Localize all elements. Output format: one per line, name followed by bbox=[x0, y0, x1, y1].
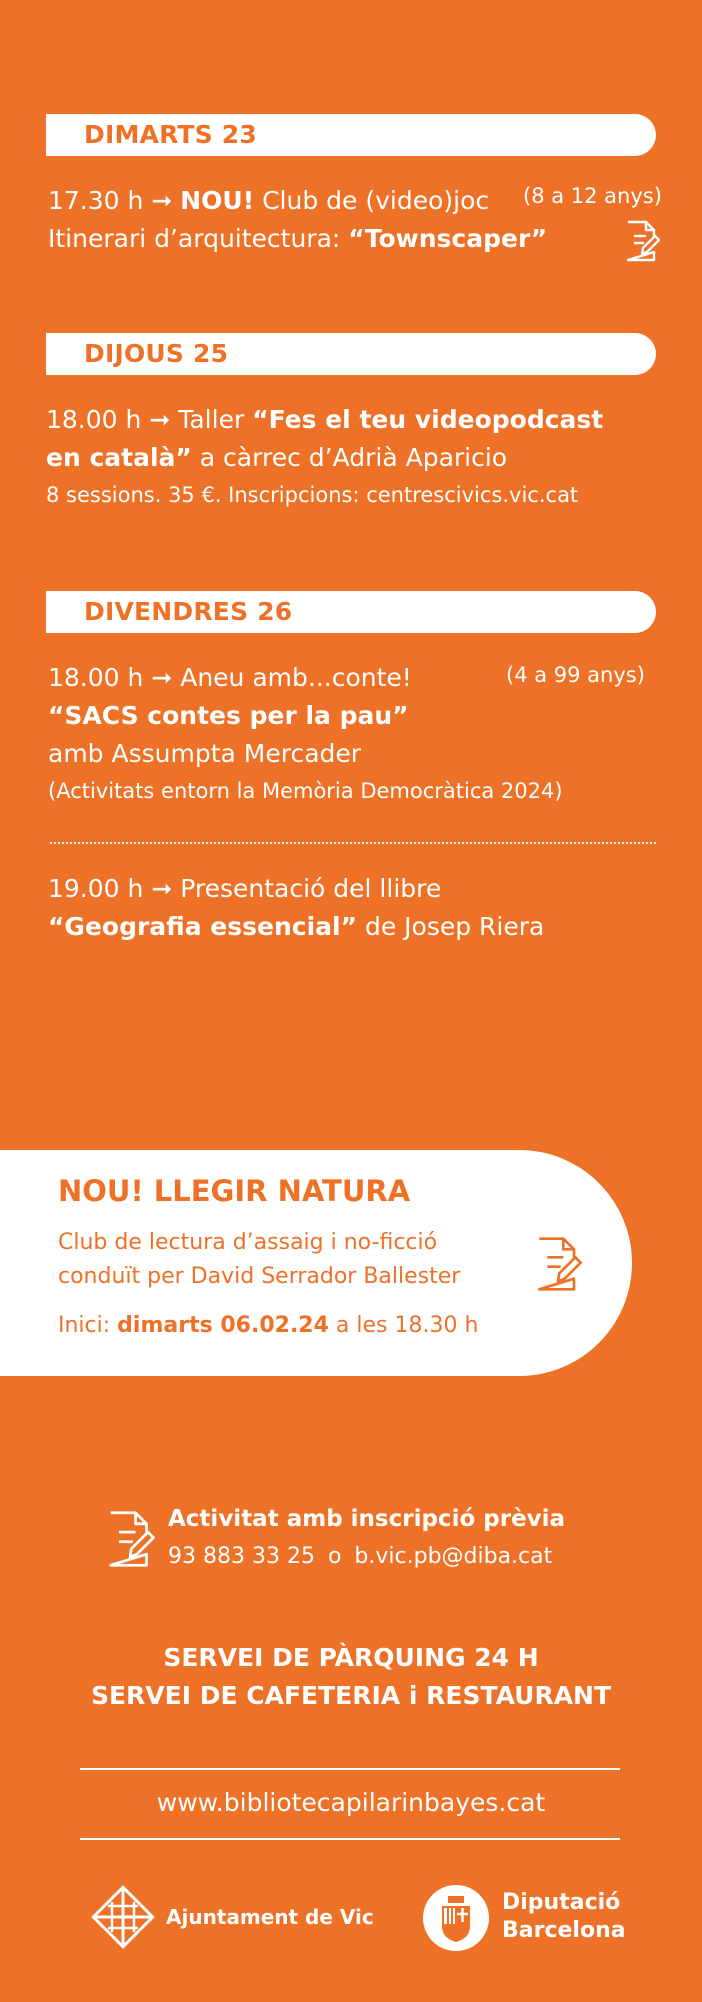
event-title: Aneu amb...conte! bbox=[180, 663, 412, 692]
event-title: Presentació del llibre bbox=[180, 874, 442, 903]
event-note: (Activitats entorn la Memòria Democràtica 2024) bbox=[48, 779, 563, 803]
event-subtitle-bold: “Townscaper” bbox=[348, 224, 548, 253]
arrow-icon: ➞ bbox=[151, 874, 173, 903]
reading-club-title: NOU! LLEGIR NATURA bbox=[58, 1174, 411, 1208]
event-line bbox=[46, 405, 603, 434]
event-line bbox=[48, 186, 489, 215]
age-range: (4 a 99 anys) bbox=[506, 663, 645, 687]
day-header-divendres bbox=[46, 591, 656, 633]
event-subtitle: Itinerari d’arquitectura: bbox=[48, 224, 349, 253]
arrow-icon: ➞ bbox=[151, 186, 173, 215]
registration-contact bbox=[168, 1544, 552, 1569]
event-title: Club de (video)joc bbox=[262, 186, 490, 215]
event-title-bold: en català” bbox=[46, 443, 192, 472]
ajuntament-logo-icon bbox=[90, 1884, 156, 1950]
phone-number[interactable]: 93 883 33 25 bbox=[168, 1544, 315, 1569]
event-line bbox=[46, 443, 507, 472]
event-time: 17.30 h bbox=[48, 186, 144, 215]
day-header-dimarts bbox=[46, 114, 656, 156]
event-time: 19.00 h bbox=[48, 874, 144, 903]
divider bbox=[80, 1768, 620, 1770]
email-address[interactable]: b.vic.pb@diba.cat bbox=[354, 1544, 553, 1569]
arrow-icon: ➞ bbox=[151, 663, 173, 692]
event-host: amb Assumpta Mercader bbox=[48, 739, 362, 768]
event-line bbox=[48, 701, 409, 730]
start-time: a les 18.30 h bbox=[328, 1313, 479, 1338]
event-line bbox=[48, 224, 547, 253]
event-title-bold: “Fes el teu videopodcast bbox=[252, 405, 604, 434]
diputacio-name: Barcelona bbox=[502, 1918, 626, 1943]
start-label: Inici: bbox=[58, 1313, 118, 1338]
ajuntament-name: Ajuntament de Vic bbox=[166, 1905, 374, 1929]
event-title-bold: “SACS contes per la pau” bbox=[48, 701, 409, 730]
website-link[interactable]: www.bibliotecapilarinbayes.cat bbox=[156, 1788, 546, 1817]
event-line bbox=[48, 663, 412, 692]
reading-club-start bbox=[58, 1313, 478, 1338]
day-title: DIMARTS 23 bbox=[84, 120, 257, 149]
event-details: 8 sessions. 35 €. Inscripcions: centrescivics.vic.cat bbox=[46, 483, 579, 507]
event-time: 18.00 h bbox=[48, 663, 144, 692]
dotted-divider bbox=[50, 842, 656, 844]
event-title-bold: “Geografia essencial” bbox=[48, 912, 358, 941]
divider bbox=[80, 1838, 620, 1840]
contact-separator: o bbox=[327, 1544, 342, 1569]
reading-club-description: Club de lectura d’assaig i no-ficció bbox=[58, 1230, 438, 1255]
reading-club-host: conduït per David Serrador Ballester bbox=[58, 1264, 461, 1289]
event-line bbox=[48, 874, 441, 903]
age-range: (8 a 12 anys) bbox=[523, 184, 662, 208]
event-title: Taller bbox=[178, 405, 253, 434]
signup-form-icon bbox=[624, 220, 660, 262]
signup-form-icon bbox=[104, 1510, 156, 1568]
start-date: dimarts 06.02.24 bbox=[117, 1313, 329, 1338]
arrow-icon: ➞ bbox=[149, 405, 171, 434]
event-time: 18.00 h bbox=[46, 405, 142, 434]
day-title: DIVENDRES 26 bbox=[84, 597, 293, 626]
event-author: de Josep Riera bbox=[357, 912, 545, 941]
day-header-dijous bbox=[46, 333, 656, 375]
day-title: DIJOUS 25 bbox=[84, 339, 229, 368]
diputacio-seal-icon bbox=[422, 1884, 490, 1952]
event-host: a càrrec d’Adrià Aparicio bbox=[191, 443, 508, 472]
parking-service: SERVEI DE PÀRQUING 24 H bbox=[163, 1643, 539, 1672]
event-line bbox=[48, 912, 544, 941]
cafeteria-service: SERVEI DE CAFETERIA i RESTAURANT bbox=[90, 1681, 612, 1710]
signup-form-icon bbox=[532, 1236, 584, 1292]
reading-club-panel bbox=[0, 1150, 632, 1376]
new-badge: NOU! bbox=[180, 186, 255, 215]
diputacio-name: Diputació bbox=[502, 1890, 621, 1915]
registration-title: Activitat amb inscripció prèvia bbox=[168, 1506, 566, 1532]
